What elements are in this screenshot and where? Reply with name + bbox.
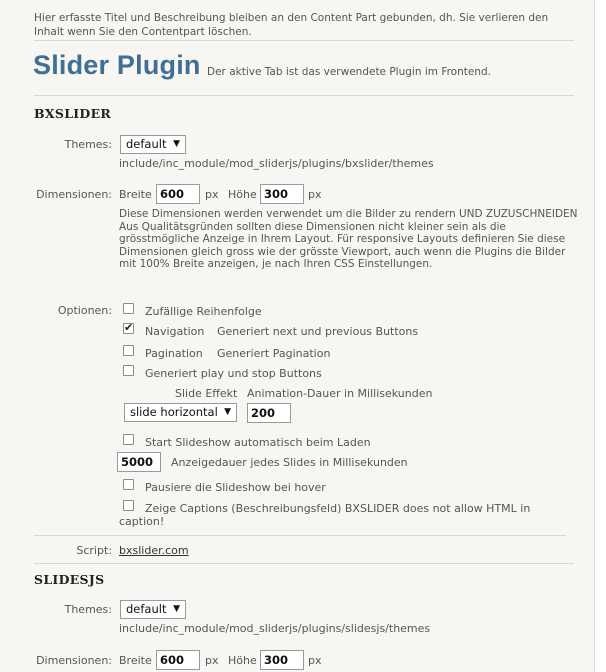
- pause-hover-label: Pausiere die Slideshow bei hover: [145, 481, 326, 494]
- dimensions-label: Dimensionen:: [36, 188, 112, 201]
- dropdown-arrow-icon: ▼: [173, 604, 180, 614]
- pagination-note: Generiert Pagination: [217, 347, 331, 360]
- theme-select-value: default: [126, 137, 167, 151]
- dropdown-arrow-icon: ▼: [173, 139, 180, 149]
- width-label: Breite: [119, 654, 152, 667]
- autostart-checkbox[interactable]: [123, 434, 134, 445]
- dropdown-arrow-icon: ▼: [224, 407, 231, 417]
- slide-effect-label: Slide Effekt: [175, 387, 238, 400]
- theme-select-value: default: [126, 602, 167, 616]
- navigation-note: Generiert next und previous Buttons: [217, 325, 419, 338]
- navigation-checkbox[interactable]: [123, 323, 134, 334]
- theme-select[interactable]: [120, 600, 186, 619]
- height-label: Höhe: [228, 654, 257, 667]
- display-duration-label: Anzeigedauer jedes Slides in Millisekunden: [171, 456, 408, 469]
- random-order-checkbox[interactable]: [123, 303, 134, 314]
- divider: [34, 95, 574, 96]
- random-order-label: Zufällige Reihenfolge: [145, 305, 262, 318]
- dimensions-description: Diese Dimensionen werden verwendet um die Bilder zu rendern UND ZUZUSCHNEIDEN Aus Qualitätsgründen sollten diese Dimensionen nicht kleiner sein als die grösstmögliche Anzeige in Ihrem Layout. Für responsive Layouts definieren Sie diese Dimensionen gleich gross wie der grösste Viewport, auch wenn die Plugins die Bilder mit 100% Breite anzeigen, je nach Ihren CSS Einstellungen.: [119, 208, 578, 270]
- height-label: Höhe: [228, 188, 257, 201]
- page-title: Slider Plugin: [33, 50, 201, 80]
- theme-path: include/inc_module/mod_sliderjs/plugins/bxslider/themes: [119, 157, 434, 170]
- theme-select[interactable]: [120, 135, 186, 154]
- width-input[interactable]: 600: [156, 184, 200, 204]
- display-duration-input[interactable]: 5000: [117, 452, 161, 472]
- width-input[interactable]: 600: [156, 650, 200, 670]
- px-unit: px: [205, 188, 219, 201]
- px-unit: px: [308, 654, 322, 667]
- navigation-label: Navigation: [145, 325, 205, 338]
- width-label: Breite: [119, 188, 152, 201]
- animation-duration-input[interactable]: 200: [247, 403, 291, 423]
- slide-effect-value: slide horizontal: [130, 405, 218, 419]
- captions-label: Zeige Captions (Beschreibungsfeld) BXSLIDER does not allow HTML in caption!: [119, 502, 531, 528]
- title-note: Der aktive Tab ist das verwendete Plugin im Frontend.: [207, 66, 491, 78]
- divider: [34, 40, 574, 41]
- play-stop-label: Generiert play und stop Buttons: [145, 367, 322, 380]
- pagination-checkbox[interactable]: [123, 345, 134, 356]
- autostart-label: Start Slideshow automatisch beim Laden: [145, 436, 371, 449]
- divider: [34, 535, 566, 536]
- themes-label: Themes:: [64, 603, 112, 616]
- pause-hover-checkbox[interactable]: [123, 479, 134, 490]
- height-input[interactable]: 300: [260, 650, 304, 670]
- px-unit: px: [205, 654, 219, 667]
- options-label: Optionen:: [57, 304, 112, 317]
- slide-effect-select[interactable]: [124, 403, 237, 422]
- theme-path: include/inc_module/mod_sliderjs/plugins/slidesjs/themes: [119, 622, 431, 635]
- pagination-label: Pagination: [145, 347, 203, 360]
- intro-text: Hier erfasste Titel und Beschreibung bleiben an den Content Part gebunden, dh. Sie verlieren den Inhalt wenn Sie den Contentpart löschen.: [34, 12, 549, 38]
- animation-duration-label: Animation-Dauer in Millisekunden: [247, 387, 433, 400]
- section-bxslider: BXSLIDER: [34, 106, 112, 121]
- dimensions-label: Dimensionen:: [36, 654, 112, 667]
- divider: [34, 563, 574, 564]
- script-link[interactable]: bxslider.com: [119, 544, 189, 557]
- height-input[interactable]: 300: [260, 184, 304, 204]
- script-label: Script:: [76, 544, 112, 557]
- section-slidesjs: SLIDESJS: [34, 572, 105, 587]
- play-stop-checkbox[interactable]: [123, 365, 134, 376]
- px-unit: px: [308, 188, 322, 201]
- themes-label: Themes:: [64, 138, 112, 151]
